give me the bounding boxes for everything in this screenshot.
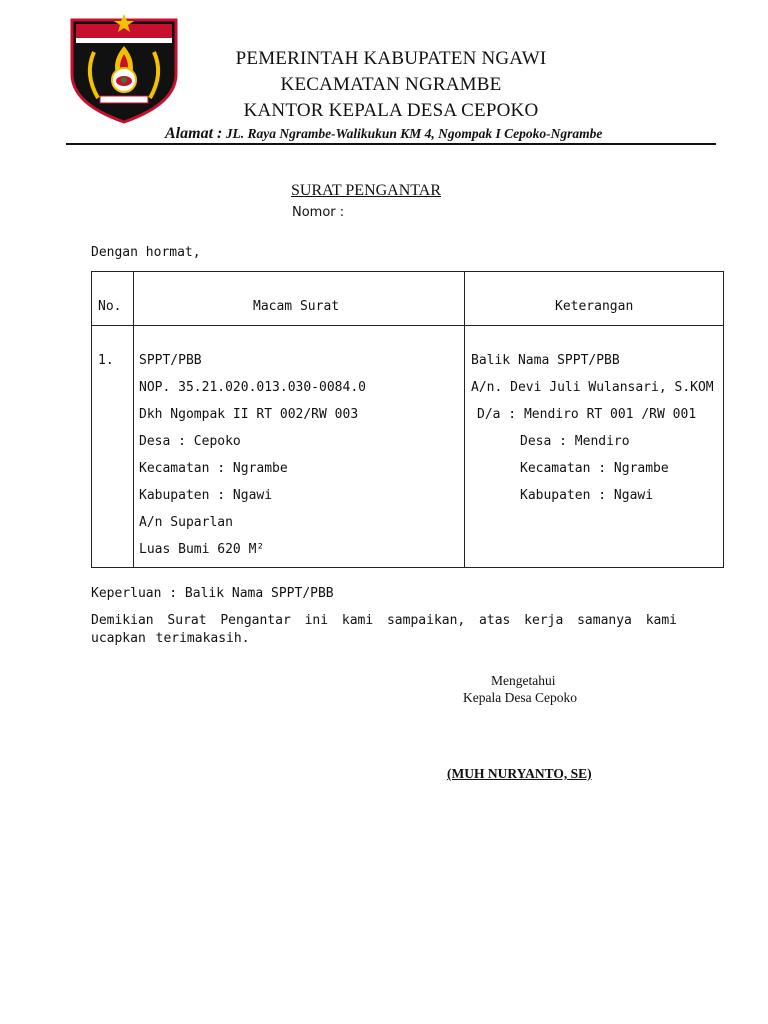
table-header-no: No. bbox=[98, 299, 122, 314]
letterhead-line-office: KANTOR KEPALA DESA CEPOKO bbox=[243, 100, 539, 121]
table-cell-note-line: Desa : Mendiro bbox=[520, 434, 630, 449]
table-cell-type-line: Kecamatan : Ngrambe bbox=[139, 461, 288, 476]
letter-table bbox=[91, 271, 724, 568]
table-cell-note-line: A/n. Devi Juli Wulansari, S.KOM bbox=[471, 380, 714, 395]
greeting: Dengan hormat, bbox=[91, 245, 201, 260]
address-text: JL. Raya Ngrambe-Walikukun KM 4, Ngompak I Cepoko-Ngrambe bbox=[225, 126, 603, 141]
signature-acknowledged: Mengetahui bbox=[491, 673, 556, 688]
table-cell-note-line: D/a : Mendiro RT 001 /RW 001 bbox=[477, 407, 697, 422]
letterhead-line-district: KECAMATAN NGRAMBE bbox=[280, 74, 502, 95]
table-cell-type-line: SPPT/PBB bbox=[139, 353, 202, 368]
table-cell-note-line: Balik Nama SPPT/PBB bbox=[471, 353, 620, 368]
table-cell-type-line: Kabupaten : Ngawi bbox=[139, 488, 273, 503]
table-cell-note-line: Kabupaten : Ngawi bbox=[520, 488, 654, 503]
table-cell-type-line: Luas Bumi 620 M² bbox=[139, 542, 265, 557]
ngawi-regency-emblem-icon bbox=[66, 12, 182, 124]
table-cell-type-line: Desa : Cepoko bbox=[139, 434, 241, 449]
table-cell-no: 1. bbox=[98, 353, 114, 368]
letterhead-line-regency: PEMERINTAH KABUPATEN NGAWI bbox=[235, 48, 547, 69]
address-label: Alamat : bbox=[165, 125, 223, 142]
letter-title: SURAT PENGANTAR bbox=[291, 182, 441, 199]
letterhead bbox=[186, 46, 596, 124]
table-column-divider bbox=[464, 272, 465, 567]
table-header-type: Macam Surat bbox=[253, 299, 340, 314]
purpose-line: Keperluan : Balik Nama SPPT/PBB bbox=[91, 586, 334, 601]
table-header-divider bbox=[92, 325, 723, 326]
table-cell-note-line: Kecamatan : Ngrambe bbox=[520, 461, 669, 476]
closing-paragraph: Demikian Surat Pengantar ini kami sampaikan, atas kerja samanya kami ucapkan terimakasih. bbox=[91, 613, 677, 646]
table-cell-type-line: Dkh Ngompak II RT 002/RW 003 bbox=[139, 407, 359, 422]
table-cell-type-line: NOP. 35.21.020.013.030-0084.0 bbox=[139, 380, 366, 395]
table-column-divider bbox=[133, 272, 134, 567]
table-header-note: Keterangan bbox=[555, 299, 634, 314]
letter-number-label: Nomor : bbox=[292, 205, 345, 220]
table-cell-type-line: A/n Suparlan bbox=[139, 515, 233, 530]
signature-name: (MUH NURYANTO, SE) bbox=[447, 766, 592, 781]
letterhead-divider bbox=[66, 143, 716, 145]
letterhead-address bbox=[165, 125, 602, 143]
signature-title: Kepala Desa Cepoko bbox=[463, 690, 577, 705]
